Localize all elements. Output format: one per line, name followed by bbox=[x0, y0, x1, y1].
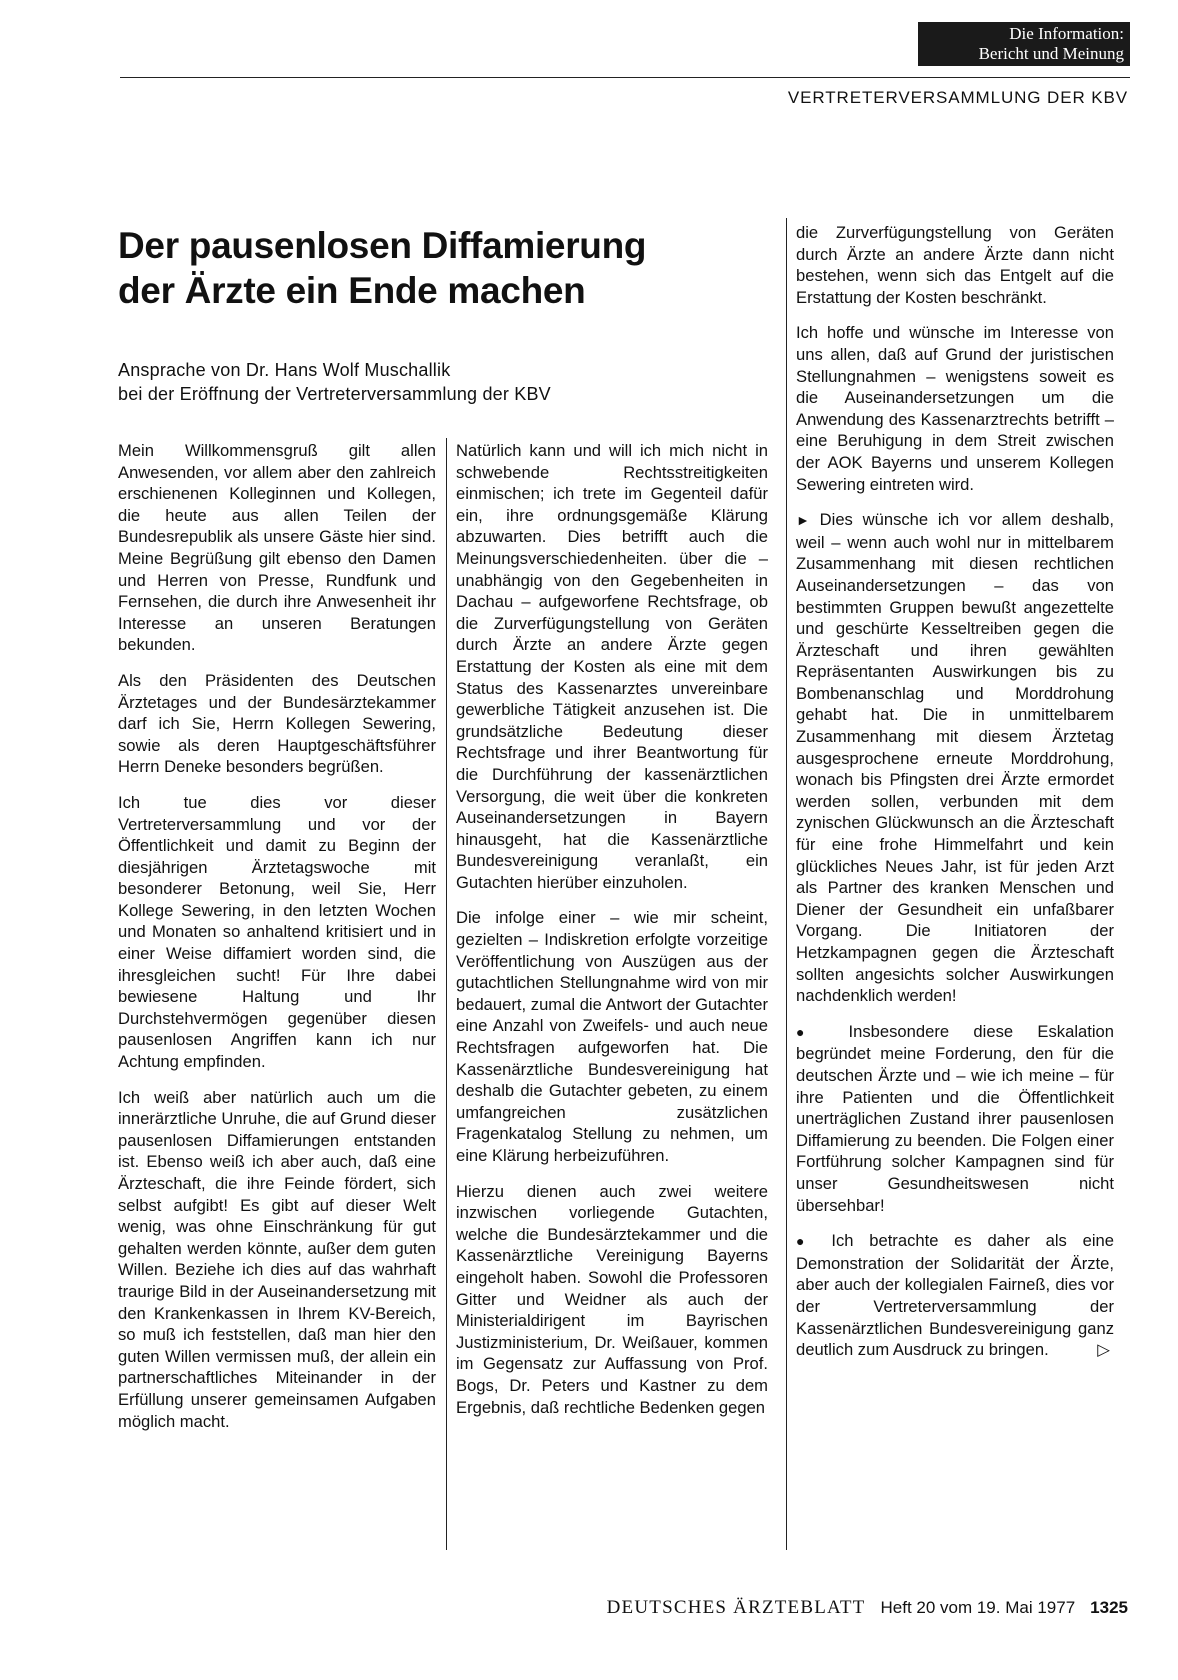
paragraph bbox=[796, 1230, 1114, 1361]
rubric-line-1: Die Information: bbox=[1009, 24, 1124, 43]
paragraph: Ich tue dies vor dieser Vertreterversammlung und vor der Öffentlichkeit und damit zu Beginn der diesjährigen Ärztetagswoche mit besonderer Betonung, weil Sie, Herr Kollege Sewering, in den letzten Wochen und Monaten so anhaltend kritisiert und in einer Weise diffamiert worden sind, die ihresgleichen sucht! Für Ihre dabei bewiesene Haltung und Ihr Durchstehvermögen gegenüber diesen pausenlosen Angriffen kann ich nur Achtung empfinden. bbox=[118, 792, 436, 1072]
rubric-badge bbox=[918, 22, 1130, 66]
bullet-marker-icon: ● bbox=[796, 1023, 825, 1040]
column-3 bbox=[796, 222, 1114, 1375]
header-rule bbox=[120, 77, 1130, 78]
article-title bbox=[118, 223, 738, 313]
article-subtitle bbox=[118, 358, 738, 406]
title-line-1: Der pausenlosen Diffamierung bbox=[118, 225, 647, 266]
rubric-line-2: Bericht und Meinung bbox=[978, 44, 1124, 63]
paragraph: Mein Willkommensgruß gilt allen Anwesenden, vor allem aber den zahlreich erschienenen Kolleginnen und Kollegen, die heute aus allen Teilen der Bundesrepublik als unsere Gäste hier sind. Meine Begrüßung gilt ebenso den Damen und Herren von Presse, Rundfunk und Fernsehen, die durch ihre Anwesenheit ihr Interesse an unseren Beratungen bekunden. bbox=[118, 441, 436, 655]
column-1 bbox=[118, 440, 436, 1446]
paragraph-text: Dies wünsche ich vor allem deshalb, weil – wenn auch wohl nur in mittelbarem Zusammenhang mit diesen rechtlichen Auseinandersetzungen – das von bestimmten Gruppen bewußt angezettelte und geschürte Kesseltreiben gegen die Ärzteschaft und ihren gewählten Repräsentanten Auswirkungen bis zu Bombenanschlag und Morddrohung gehabt hat. Die in unmittelbarem Zusammenhang mit diesem Ärztetag ausgesprochene erneute Morddrohung, wonach bis Pfingsten drei Ärzte ermordet werden sollen, verbunden mit dem zynischen Glückwunsch an die Ärzteschaft für eine frohe Himmelfahrt und kein glückliches Neues Jahr, ist für jeden Arzt als Partner des kranken Menschen und Diener der Gesundheit ein unfaßbarer Vorgang. Die Initiatoren der Hetzkampagnen gegen die Ärzteschaft sollten angesichts solcher Auswirkungen nachdenklich werden! bbox=[796, 510, 1114, 1006]
paragraph: die Zurverfügungstellung von Geräten durch Ärzte an andere Ärzte dann nicht bestehen, wenn sich das Entgelt auf die Erstattung der Kosten beschränkt. bbox=[796, 223, 1114, 307]
bullet-marker-icon: ● bbox=[796, 1233, 816, 1250]
journal-name: DEUTSCHES ÄRZTEBLATT bbox=[606, 1597, 866, 1618]
continue-arrow-icon: ▷ bbox=[1097, 1340, 1110, 1360]
subtitle-line-1: Ansprache von Dr. Hans Wolf Muschallik bbox=[118, 360, 451, 380]
issue-info: Heft 20 vom 19. Mai 1977 bbox=[880, 1598, 1076, 1617]
paragraph: Als den Präsidenten des Deutschen Ärztetages und der Bundesärztekammer darf ich Sie, Herrn Kollegen Sewering, sowie als deren Hauptgeschäftsführer Herrn Deneke besonders begrüßen. bbox=[118, 670, 436, 777]
paragraph-text: Insbesondere diese Eskalation begründet meine Forderung, den für die deutschen Ärzte und – wie ich meine – für ihre Patienten und die Öffentlichkeit unerträglichen Zustand ihrer pausenlosen Diffamierung zu beenden. Die Folgen einer Fortführung solcher Kampagnen sind für unser Gesundheitswesen nicht übersehbar! bbox=[796, 1021, 1114, 1215]
paragraph-text: Ich betrachte es daher als eine Demonstration der Solidarität der Ärzte, aber auch der kollegialen Fairneß, dies vor der Vertreterversammlung der Kassenärztlichen Bundesvereinigung ganz deutlich zum Ausdruck zu bringen. bbox=[796, 1231, 1114, 1360]
paragraph: Die infolge einer – wie mir scheint, gezielten – Indiskretion erfolgte vorzeitige Veröffentlichung von Auszügen aus der gutachtlichen Stellungnahme wird von mir bedauert, zumal die Antwort der Gutachter eine Anzahl von Zweifels- und auch neue Rechtsfragen aufgeworfen hat. Die Kassenärztliche Bundesvereinigung hat deshalb die Gutachter gebeten, zu einem umfangreichen zusätzlichen Fragenkatalog Stellung zu nehmen, um eine Klärung herbeizuführen. bbox=[456, 908, 768, 1165]
section-heading: VERTRETERVERSAMMLUNG DER KBV bbox=[787, 88, 1128, 107]
subtitle-line-2: bei der Eröffnung der Vertreterversammlung der KBV bbox=[118, 384, 551, 404]
paragraph bbox=[796, 1021, 1114, 1216]
column-divider-2 bbox=[786, 218, 787, 1550]
column-divider-1 bbox=[446, 438, 447, 1550]
paragraph bbox=[796, 509, 1114, 1007]
paragraph: Hierzu dienen auch zwei weitere inzwischen vorliegende Gutachten, welche die Bundesärztekammer und die Kassenärztliche Vereinigung Bayerns eingeholt haben. Sowohl die Professoren Gitter und Weidner als auch der Ministerialdirigent im Bayrischen Justizministerium, Dr. Weißauer, kommen im Gegensatz zur Auffassung von Prof. Bogs, Dr. Peters und Kastner zu dem Ergebnis, daß rechtliche Bedenken gegen bbox=[456, 1181, 768, 1417]
page-footer bbox=[607, 1597, 1128, 1619]
title-line-2: der Ärzte ein Ende machen bbox=[118, 270, 586, 311]
column-2 bbox=[456, 440, 768, 1432]
page-number: 1325 bbox=[1090, 1598, 1128, 1617]
paragraph: Ich hoffe und wünsche im Interesse von uns allen, daß auf Grund der juristischen Stellungnahmen – wenigstens soweit es die Auseinandersetzungen um die Anwendung des Kassenarztrechts betrifft – eine Beruhigung in dem Streit zwischen der AOK Bayerns und unserem Kollegen Sewering eintreten wird. bbox=[796, 323, 1114, 494]
triangle-marker-icon: ► bbox=[796, 512, 810, 529]
paragraph: Natürlich kann und will ich mich nicht in schwebende Rechtsstreitigkeiten einmischen; ich trete im Gegenteil dafür ein, ihre ordnungsgemäße Klärung abzuwarten. Dies betrifft auch die Meinungsverschiedenheiten. über die – unabhängig von den Gegebenheiten in Dachau – aufgeworfene Rechtsfrage, ob die Zurverfügungstellung von Geräten durch Ärzte an andere Ärzte gegen Erstattung der Kosten als eine mit dem Status des Kassenarztes unvereinbare gewerbliche Tätigkeit anzusehen ist. Die grundsätzliche Bedeutung dieser Rechtsfrage und ihrer Beantwortung für die Durchführung der kassenärztlichen Versorgung, die weit über die konkreten Auseinandersetzungen in Bayern hinausgeht, hat die Kassenärztliche Bundesvereinigung veranlaßt, ein Gutachten hierüber einzuholen. bbox=[456, 441, 768, 892]
paragraph: Ich weiß aber natürlich auch um die innerärztliche Unruhe, die auf Grund dieser pausenlosen Diffamierungen entstanden ist. Ebenso weiß ich aber auch, daß eine Ärzteschaft, die ihre Feinde fördert, sich selbst aufgibt! Es gibt auf dieser Welt wenig, was ohne Einschränkung für gut gehalten werden könnte, außer dem guten Willen. Beziehe ich dies auf das wahrhaft traurige Bild in der Auseinandersetzung mit den Krankenkassen in Ihrem KV-Bereich, so muß ich feststellen, daß man hier den guten Willen vermissen muß, der allein ein partnerschaftliches Miteinander in der Erfüllung unserer gemeinsamen Aufgaben möglich macht. bbox=[118, 1087, 436, 1431]
